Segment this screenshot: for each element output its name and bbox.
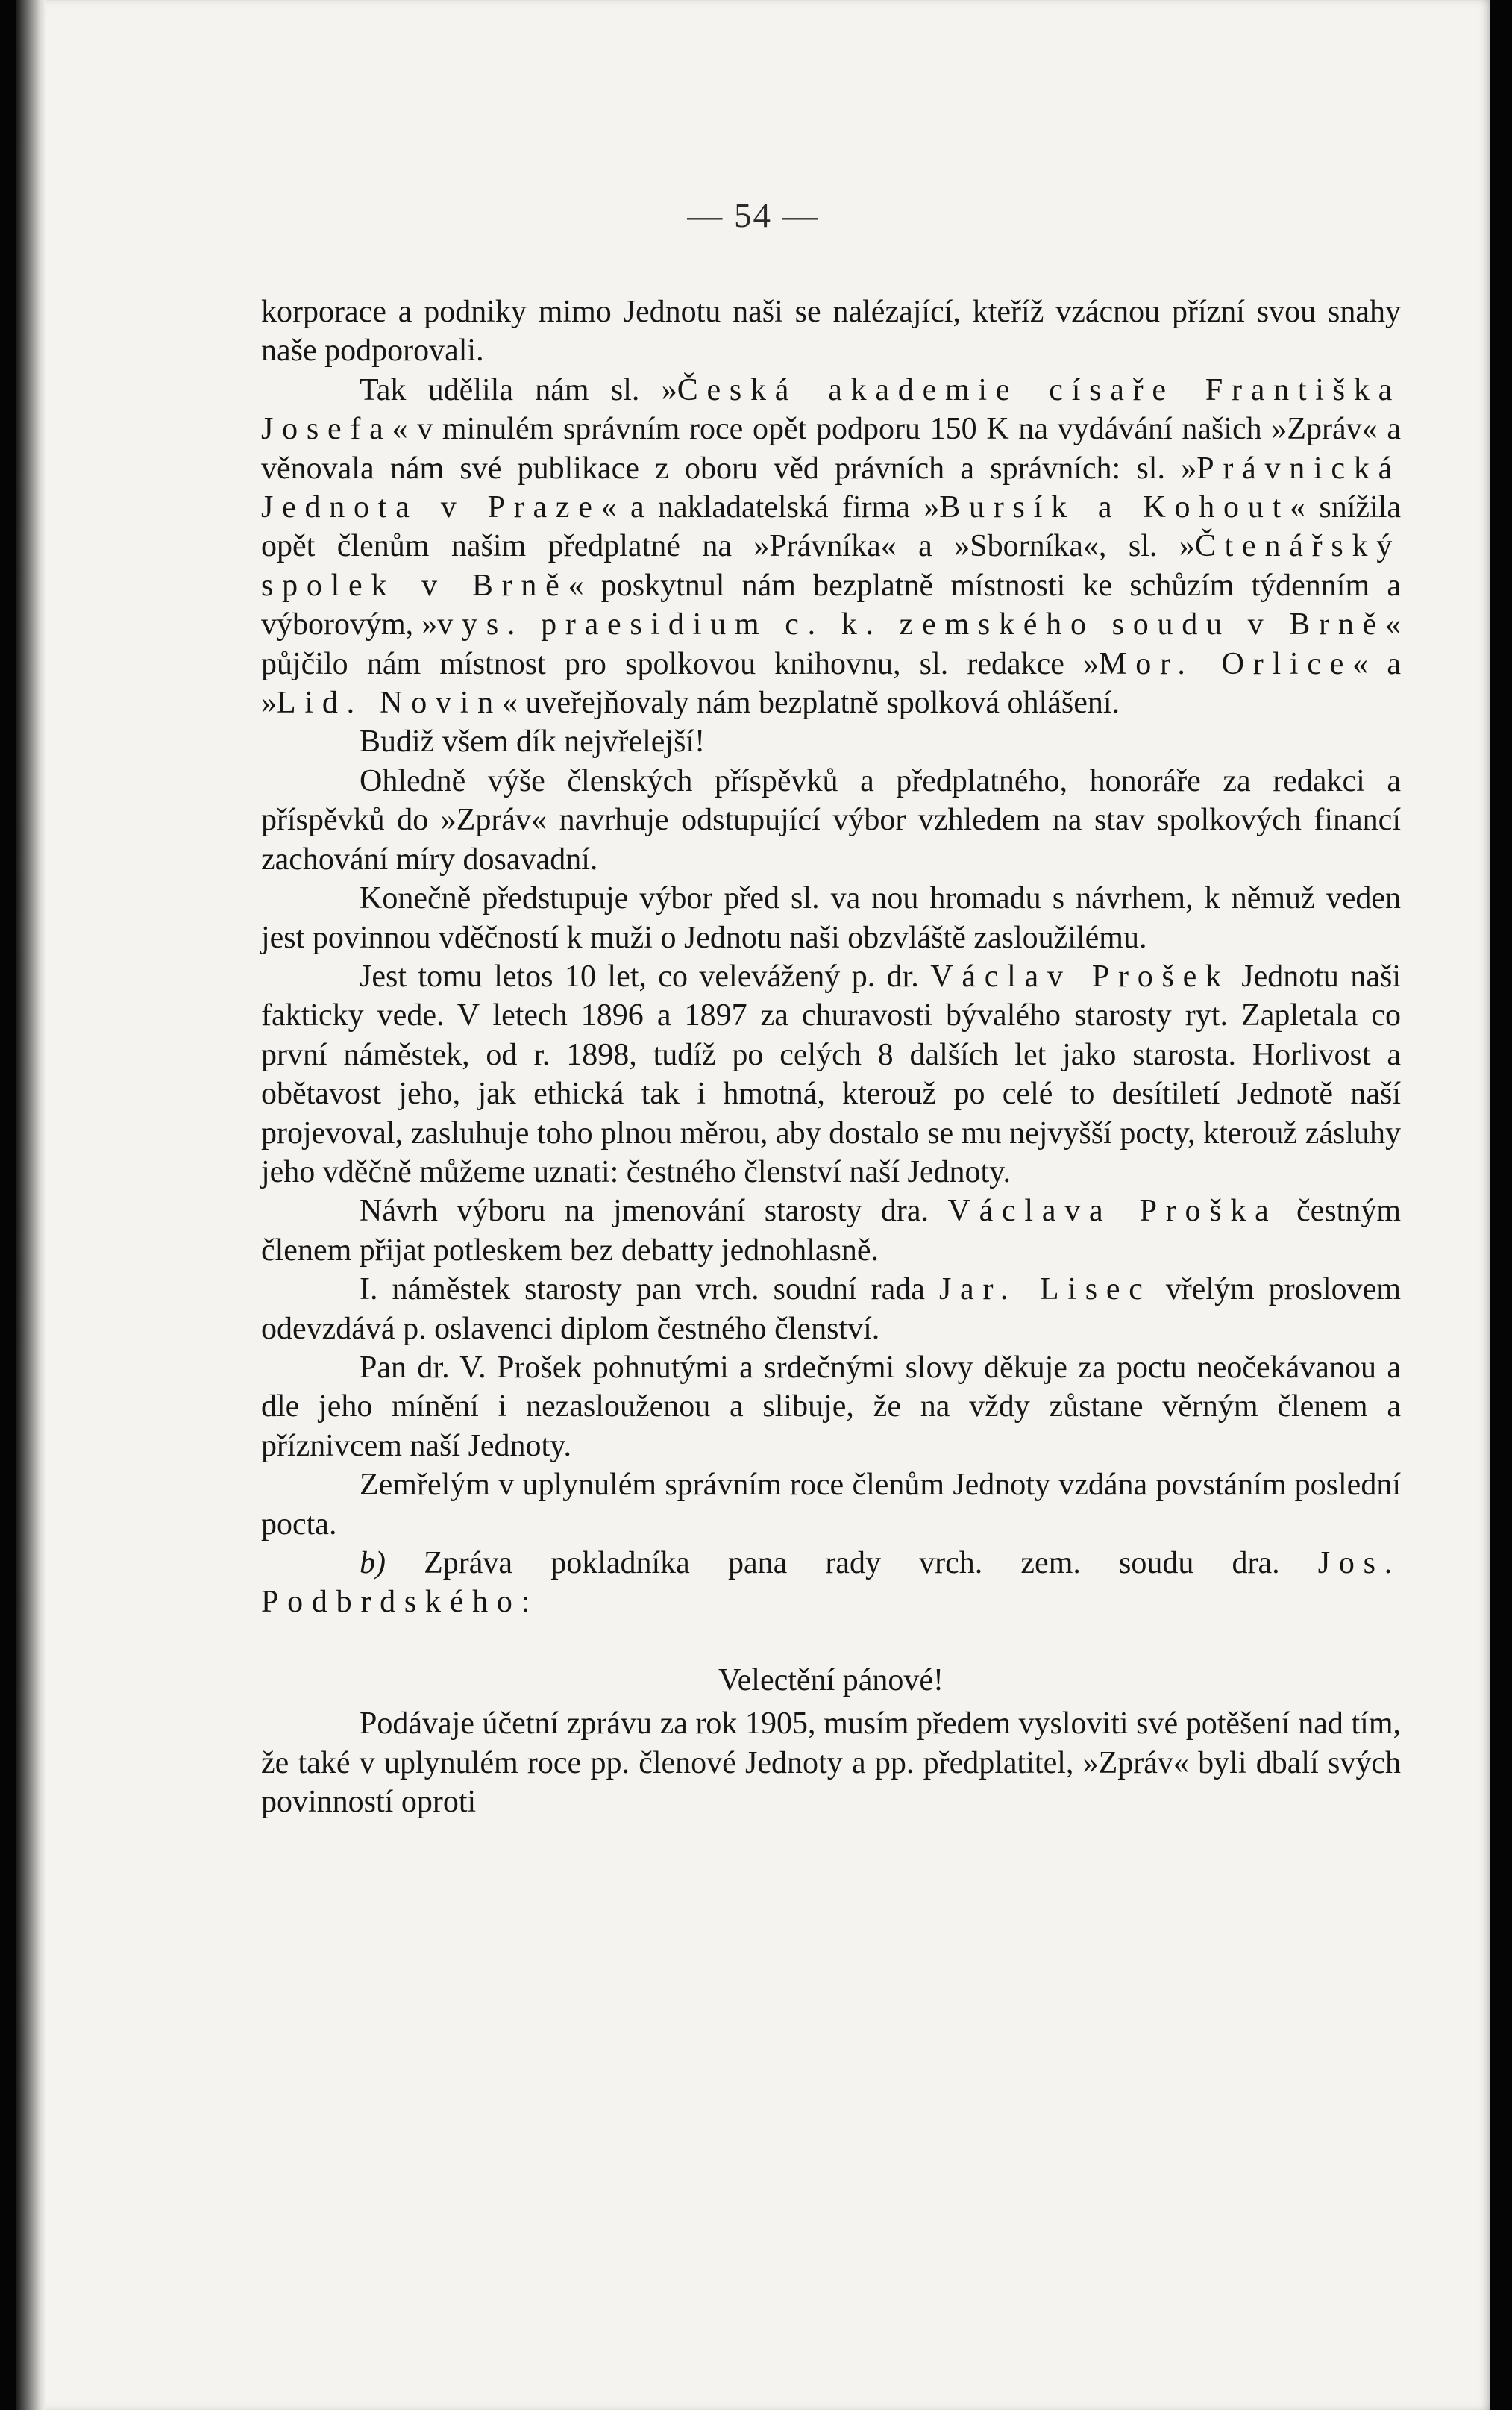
spaced-name: Lid. Novin	[277, 686, 502, 721]
spaced-name: Čtenářský spolek v Brně	[261, 529, 1401, 603]
paragraph-p11	[261, 1544, 1401, 1622]
paragraph-p7	[261, 1192, 1401, 1270]
text-run: « a nakladatelská firma »	[600, 490, 940, 525]
paragraph-p5	[261, 879, 1401, 957]
text-run: Jednotu naši fakticky vede. V letech 1896 a 1897 za churavosti bývalého starosty ryt. Zapletala co první náměstek, od r. 1898, tudíž po celých 8 dalších let jako starosta. Horlivost a obětavost jeho, jak ethická tak i hmotná, kterouž po celé to desítiletí Jednotě naší projevoval, zasluhuje toho plnou měrou, aby dostalo se mu nejvyšší pocty, kterouž zásluhy jeho vděčně můžeme uznati: čestného členství naší Jednoty.	[261, 959, 1401, 1189]
text-run: korporace a podniky mimo Jednotu naši se nalézající, kteříž vzácnou přízní svou snahy naše podporovali.	[261, 295, 1401, 369]
text-run: Zpráva pokladníka pana rady vrch. zem. soudu dra.	[386, 1546, 1318, 1580]
text-run: « půjčilo nám místnost pro spolkovou knihovnu, sl. redakce »	[261, 607, 1401, 681]
spaced-name: Právnická Jednota v Praze	[261, 451, 1401, 525]
section-letter: b)	[360, 1546, 386, 1580]
spaced-name: Václav Prošek	[930, 959, 1230, 994]
spaced-name: Bursík a Kohout	[939, 490, 1290, 525]
text-run: čestným členem přijat potleskem bez debatty jednohlasně.	[261, 1194, 1401, 1268]
spaced-name: vys. praesidium c. k. zemského soudu v Brně	[437, 607, 1385, 642]
text-run: Zemřelým v uplynulém správním roce členům Jednoty vzdána povstáním poslední pocta.	[261, 1468, 1401, 1542]
page-binding-shadow	[16, 0, 46, 2410]
spaced-name: Václava Proška	[947, 1194, 1278, 1229]
page-number: — 54 —	[687, 196, 819, 235]
text-run: I. náměstek starosty pan vrch. soudní rada	[360, 1272, 939, 1307]
text-run: Budiž všem dík nejvřelejší!	[360, 724, 706, 760]
paragraph-p13	[261, 1704, 1401, 1821]
spaced-name: Jar. Lisec	[938, 1272, 1152, 1307]
text-run: « v minulém správním roce opět podporu 150 K na vydávání našich »Zpráv« a věnovala nám své publikace z oboru věd právních a správních: sl. »	[261, 412, 1401, 486]
text-run: :	[521, 1585, 530, 1620]
scanned-page	[16, 0, 1490, 2410]
text-run: « uveřejňovaly nám bezplatně spolková ohlášení.	[501, 686, 1120, 721]
spaced-name: Jos. Podbrdského	[261, 1546, 1401, 1620]
text-run: Velectění pánové!	[718, 1662, 944, 1697]
paragraph-p4	[261, 762, 1401, 879]
text-run: « a »	[261, 646, 1401, 721]
text-run: Podávaje účetní zprávu za rok 1905, musím předem vysloviti své potěšení nad tím, že také v uplynulém roce pp. členové Jednoty a pp. předplatitel, »Zpráv« byli dbalí svých povinností oproti	[261, 1706, 1401, 1820]
paragraph-p6	[261, 957, 1401, 1192]
text-run: Návrh výboru na jmenování starosty dra.	[360, 1194, 948, 1229]
paragraph-p1	[261, 292, 1401, 371]
spaced-name: Česká akademie císaře Františka Josefa	[261, 372, 1402, 447]
paragraph-p9	[261, 1348, 1401, 1465]
text-run: Konečně předstupuje výbor před sl. va nou hromadu s návrhem, k němuž veden jest povinnou vděčností k muži o Jednotu naši obzvláště zasloužilému.	[261, 881, 1401, 955]
text-run: vřelým proslovem odevzdává p. oslavenci diplom čestného členství.	[261, 1272, 1401, 1346]
text-run: Ohledně výše členských příspěvků a předplatného, honoráře za redakci a příspěvků do »Zpráv« navrhuje odstupující výbor vzhledem na stav spolkových financí zachování míry dosavadní.	[261, 763, 1401, 877]
paragraph-p2	[261, 371, 1401, 723]
text-run: Pan dr. V. Prošek pohnutými a srdečnými slovy děkuje za poctu neočekávanou a dle jeho mínění i nezaslouženou a slibuje, že na vždy zůstane věrným členem a příznivcem naší Jednoty.	[261, 1350, 1401, 1463]
paragraph-p12	[261, 1661, 1401, 1700]
text-run: « poskytnul nám bezplatně místnosti ke schůzím týdenním a výborovým, »	[261, 568, 1401, 642]
text-run: Tak udělila nám sl. »	[360, 372, 677, 407]
spaced-name: Mor. Orlice	[1099, 646, 1353, 681]
paragraph-p10	[261, 1465, 1401, 1544]
text-run: « snížila opět členům našim předplatné na »Právníka« a »Sborníka«, sl. »	[261, 490, 1402, 564]
paragraph-p8	[261, 1270, 1401, 1348]
text-run: Jest tomu letos 10 let, co velevážený p. dr.	[360, 959, 931, 994]
paragraph-p3	[261, 722, 1401, 761]
body-text	[261, 292, 1401, 1821]
